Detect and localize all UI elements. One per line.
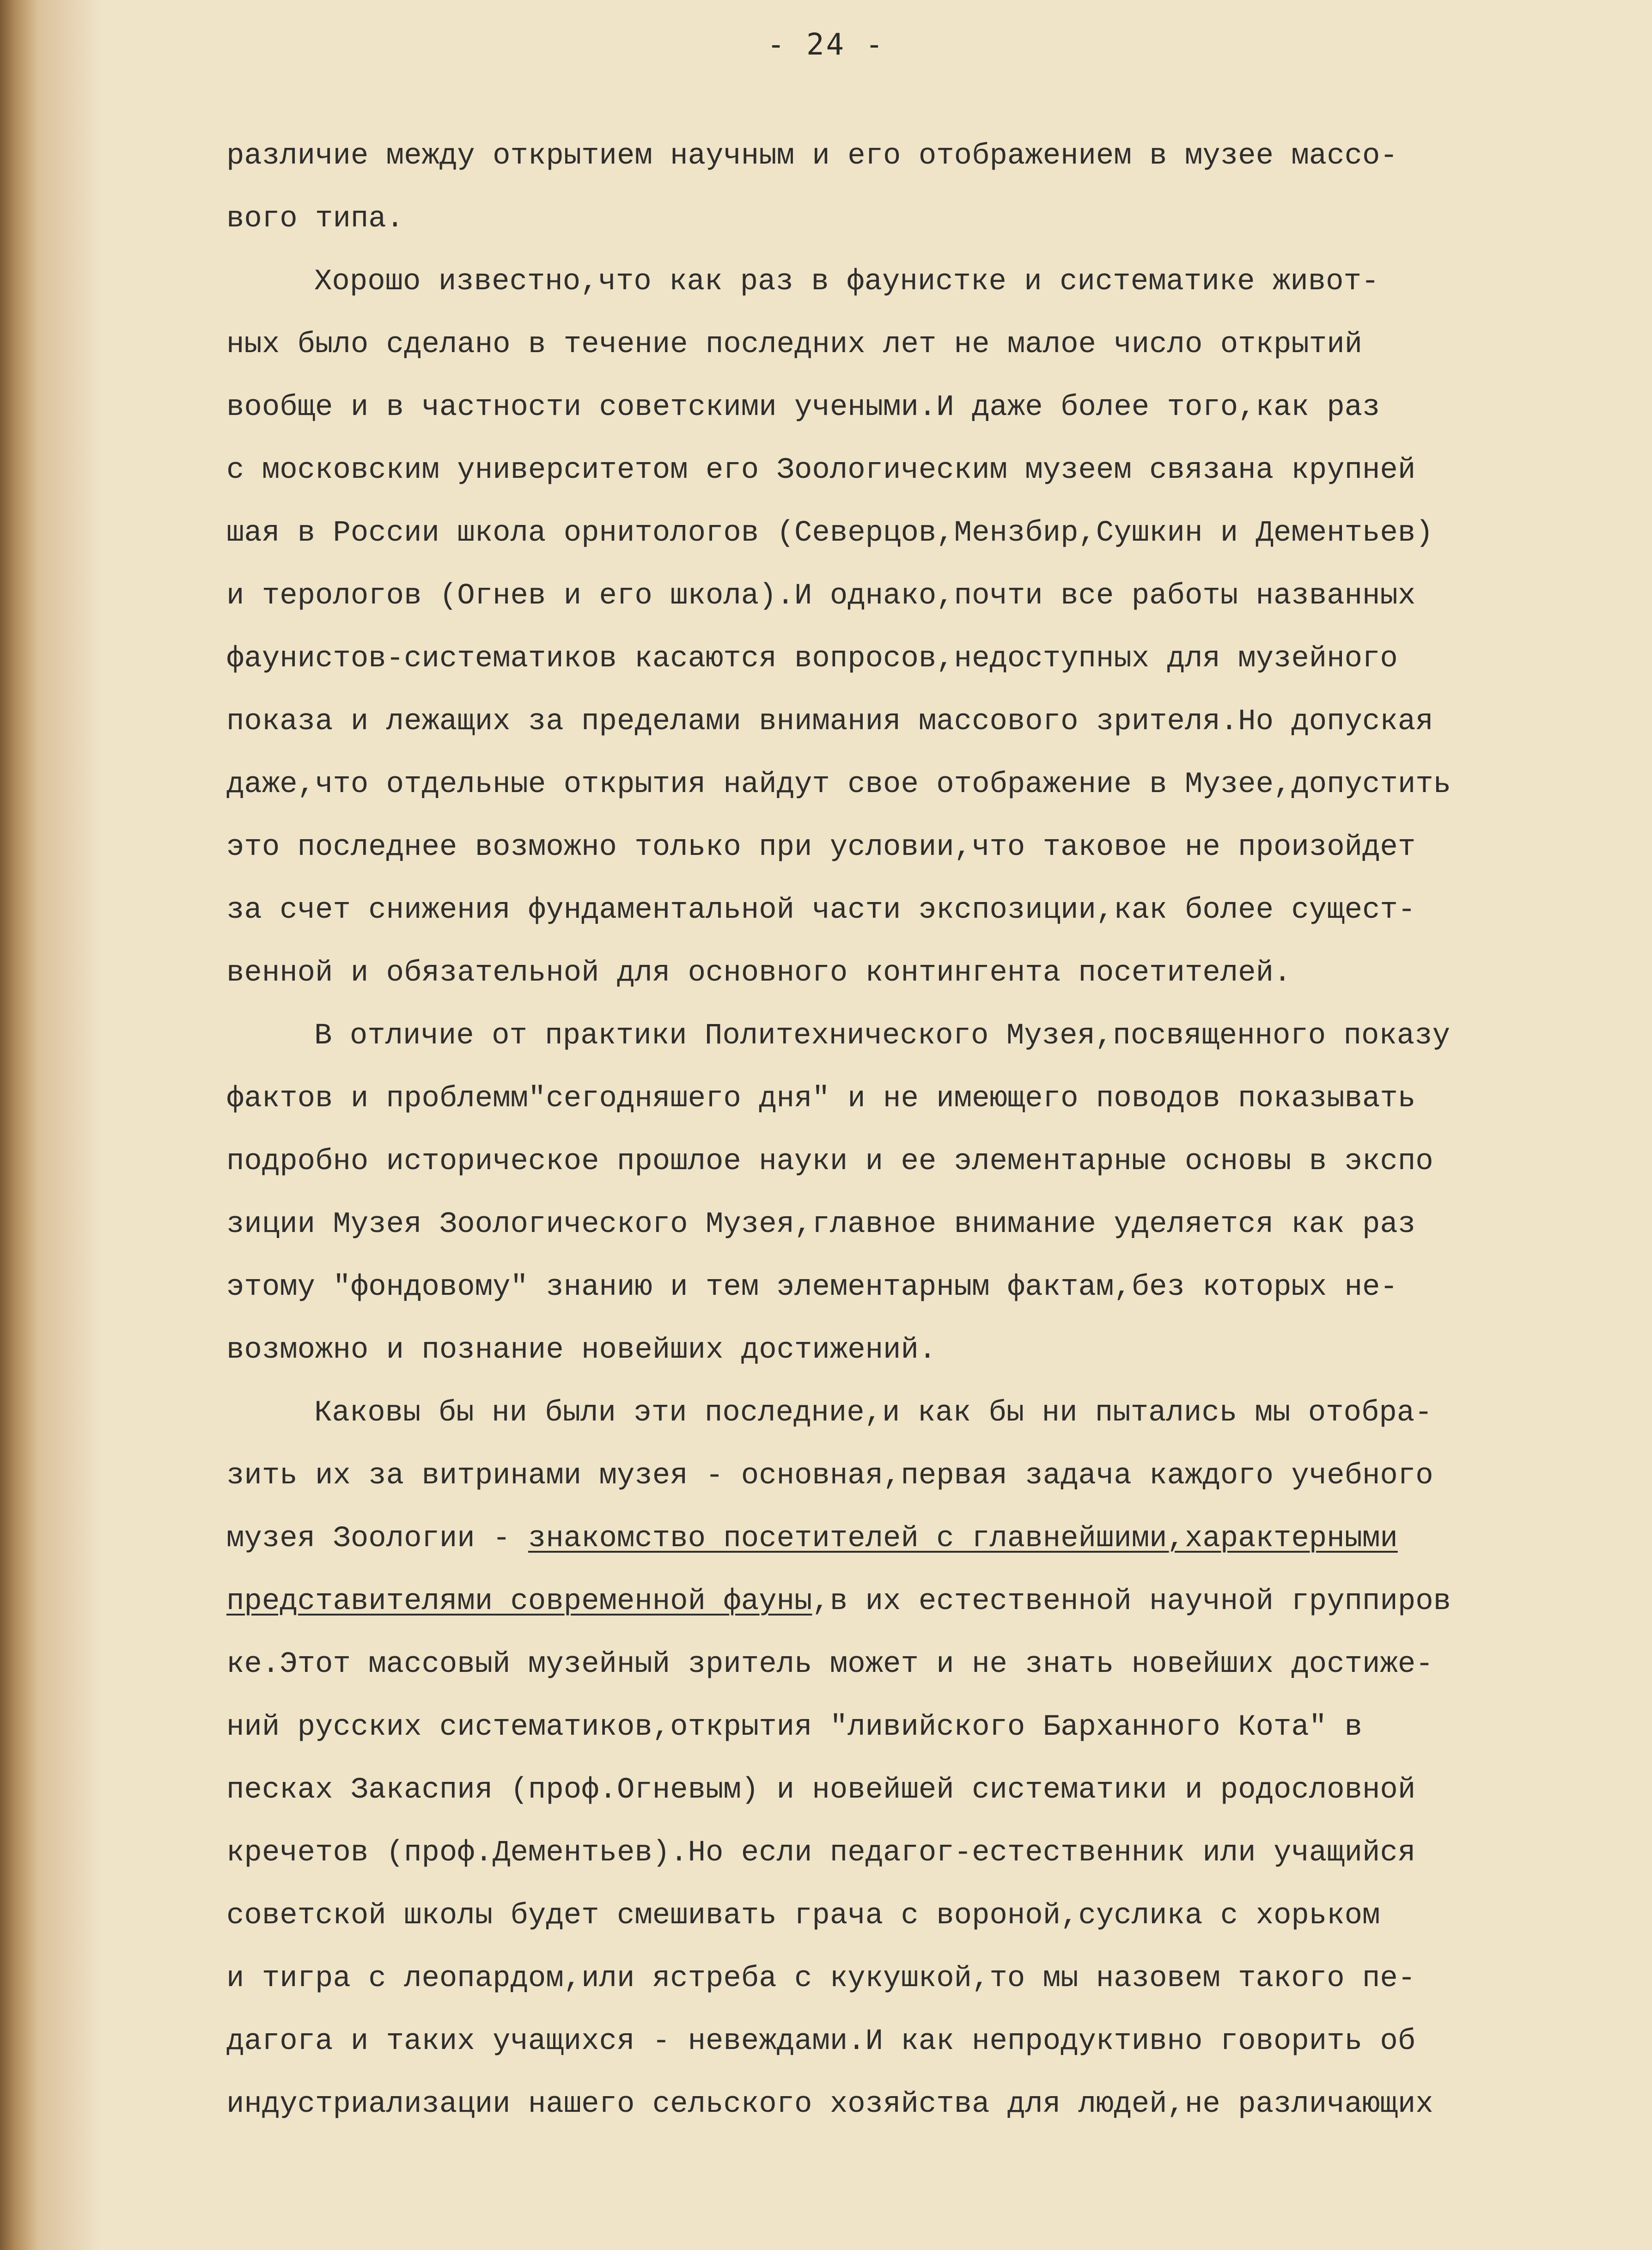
- underlined-phrase: представителями современной фауны: [226, 1585, 812, 1618]
- text-line: фаунистов-систематиков касаются вопросов,недоступных для музейного: [226, 642, 1398, 676]
- text-line: зить их за витринами музея - основная,первая задача каждого учебного: [226, 1459, 1433, 1493]
- text-line: песках Закаспия (проф.Огневым) и новейшей систематики и родословной: [226, 1774, 1416, 1807]
- text-line: и терологов (Огнев и его школа).И однако,почти все работы названных: [226, 579, 1416, 613]
- text-line: Каковы бы ни были эти последние,и как бы ни пытались мы отобра-: [314, 1396, 1433, 1430]
- text-line: венной и обязательной для основного контингента посетителей.: [226, 957, 1292, 990]
- text-line: это последнее возможно только при условии,что таковое не произойдет: [226, 831, 1416, 864]
- text-line: ке.Этот массовый музейный зритель может и не знать новейших достиже-: [226, 1648, 1433, 1681]
- underlined-phrase: знакомство посетителей с главнейшими,характерными: [528, 1522, 1398, 1555]
- text-line: даже,что отдельные открытия найдут свое отображение в Музее,допустить: [226, 768, 1451, 801]
- text-line: дагога и таких учащихся - невеждами.И как непродуктивно говорить об: [226, 2025, 1416, 2058]
- text-line: кречетов (проф.Дементьев).Но если педагог-естественник или учащийся: [226, 1836, 1416, 1870]
- text-line: зиции Музея Зоологического Музея,главное внимание уделяется как раз: [226, 1208, 1416, 1241]
- text-line: фактов и проблемм"сегодняшего дня" и не имеющего поводов показывать: [226, 1082, 1416, 1116]
- text-line: ных было сделано в течение последних лет не малое число открытий: [226, 328, 1362, 361]
- text-line: с московским университетом его Зоологическим музеем связана крупней: [226, 454, 1416, 487]
- text-line: представителями современной фауны,в их естественной научной группиров: [226, 1585, 1451, 1618]
- typewritten-text: [226, 125, 1640, 2136]
- page-number: - 24 -: [767, 28, 885, 62]
- text-line: и тигра с леопардом,или ястреба с кукушкой,то мы назовем такого пе-: [226, 1962, 1416, 1995]
- page-binding-edge: [0, 0, 37, 2250]
- paper-stain: [37, 0, 102, 2250]
- text-line: Хорошо известно,что как раз в фаунистке и систематике живот-: [314, 265, 1379, 299]
- text-line: показа и лежащих за пределами внимания массового зрителя.Но допуская: [226, 705, 1433, 738]
- text-line: за счет снижения фундаментальной части экспозиции,как более сущест-: [226, 894, 1416, 927]
- text-line: вообще и в частности советскими учеными.И даже более того,как раз: [226, 391, 1380, 424]
- text-line: возможно и познание новейших достижений.: [226, 1334, 937, 1367]
- text-line: В отличие от практики Политехнического Музея,посвященного показу: [314, 1019, 1450, 1053]
- text-line: шая в России школа орнитологов (Северцов,Мензбир,Сушкин и Дементьев): [226, 517, 1433, 550]
- text-line: музея Зоологии - знакомство посетителей с главнейшими,характерными: [226, 1522, 1398, 1555]
- text-line: вого типа.: [226, 202, 404, 236]
- text-line: этому "фондовому" знанию и тем элементарным фактам,без которых не-: [226, 1271, 1398, 1304]
- text-line: ний русских систематиков,открытия "ливийского Барханного Кота" в: [226, 1711, 1362, 1744]
- text-line: подробно историческое прошлое науки и ее элементарные основы в экспо: [226, 1145, 1433, 1178]
- text-line: различие между открытием научным и его отображением в музее массо-: [226, 140, 1398, 173]
- text-line: советской школы будет смешивать грача с вороной,суслика с хорьком: [226, 1899, 1380, 1933]
- text-line: индустриализации нашего сельского хозяйства для людей,не различающих: [226, 2088, 1433, 2121]
